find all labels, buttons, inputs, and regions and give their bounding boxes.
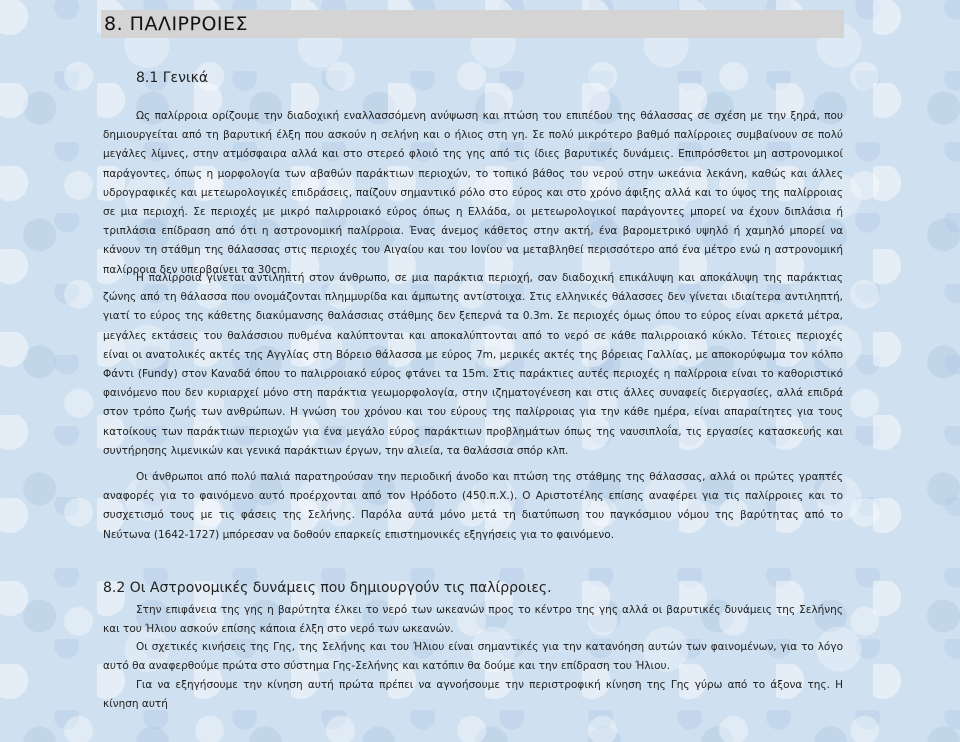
chapter-title: 8. ΠΑΛΙΡΡΟΙΕΣ — [104, 13, 249, 35]
chapter-header-bar — [101, 10, 844, 38]
paragraph-earth-moon-sun: Οι σχετικές κινήσεις της Γης, της Σελήνης και του Ήλιου είναι σημαντικές για την κατανόηση αυτών των φαινομένων, για το λόγο αυτό θα αναφερθούμε πρώτα στο σύστημα Γης-Σελήνης και κατόπιν θα δούμε και την επίδραση του Ήλιου. — [103, 641, 843, 673]
section-heading-general: 8.1 Γενικά — [136, 70, 209, 86]
paragraph-tide-perception: Η παλίρροια γίνεται αντιληπτή στον άνθρωπο, σε μια παράκτια περιοχή, σαν διαδοχική επικάλυψη και αποκάλυψη της παράκτιας ζώνης από τη θάλασσα που ονομάζονται πλημμυρίδα και άμπωτης αντίστοιχα. Στις ελληνικές θάλασσες δεν γίνεται ιδιαίτερα αντιληπτή, γιατί το εύρος της κάθετης διακύμανσης θαλάσσιας στάθμης δεν ξεπερνά τα 0.3m. Σε περιοχές όμως όπου το εύρος είναι αρκετά μέτρα, μεγάλες εκτάσεις του θαλάσσιου πυθμένα καλύπτονται και αποκαλύπτονται από το νερό σε κάθε παλιρροιακό κύκλο. Τέτοιες περιοχές είναι οι ανατολικές ακτές της Αγγλίας στη Βόρειο θάλασσα με εύρος 7m, μερικές ακτές της βόρειας Γαλλίας, με αποκορύφωμα τον κόλπο Φάντι (Fundy) στον Καναδά όπου το παλιρροιακό εύρος φτάνει τα 15m. Στις παράκτιες αυτές περιοχές η παλίρροια είναι το καθοριστικό φαινόμενο που δεν κυριαρχεί μόνο στη παράκτια γεωμορφολογία, στην ιζηματογένεση και στις άλλες συναφείς διεργασίες, αλλά επιδρά στον τρόπο ζωής των ανθρώπων. Η γνώση του χρόνου και του εύρους της παλίρροιας για την κάθε ημέρα, είναι απαραίτητες για τους κατοίκους των παράκτιων περιοχών για ένα μεγάλο εύρος παράκτιων προβλημάτων όπως της ναυσιπλοΐα, τις εργασίες κατασκευής και συντήρησης λιμενικών και γενικά παράκτιων έργων, την αλιεία, τα θαλάσσια σπόρ κλπ. — [103, 272, 843, 457]
paragraph-gravity: Στην επιφάνεια της γης η βαρύτητα έλκει το νερό των ωκεανών προς το κέντρο της γης αλλά οι βαρυτικές δυνάμεις της Σελήνης και του Ήλιου ασκούν επίσης κάποια έλξη στο νερό των ωκεανών. — [103, 604, 843, 636]
paragraph-tide-definition: Ως παλίρροια ορίζουμε την διαδοχική εναλλασσόμενη ανύψωση και πτώση του επιπέδου της θάλασσας σε σχέση με την ξηρά, που δημιουργείται από τη βαρυτική έλξη που ασκούν η σελήνη και ο ήλιος στη γη. Σε πολύ μικρότερο βαθμό παλίρροιες συμβαίνουν σε πολύ μεγάλες λίμνες, στην ατμόσφαιρα αλλά και στο στερεό φλοιό της γης από τις ίδιες βαρυτικές δυνάμεις. Επιπρόσθετοι μη αστρονομικοί παράγοντες, όπως η μορφολογία των αβαθών παράκτιων περιοχών, το τοπικό βάθος του νερού στην ωκεάνια λεκάνη, καθώς και άλλες υδρογραφικές και μετεωρολογικές επιδράσεις, παίζουν σημαντικό ρόλο στο εύρος και στο χρόνο άφιξης αλλά και το ύψος της παλίρροιας σε μια περιοχή. Σε περιοχές με μικρό παλιρροιακό εύρος όπως η Ελλάδα, οι μετεωρολογικοί παράγοντες μπορεί να έχουν διπλάσια ή τριπλάσια επίδραση από ότι η αστρονομική παλίρροια. Ένας άνεμος κάθετος στην ακτή, ένα βαρομετρικό υψηλό ή χαμηλό μπορεί να κάνουν τη στάθμη της θάλασσας στις περιοχές του Αιγαίου και του Ιονίου να μεταβληθεί περισσότερο από ένα μέτρο ενώ η αστρονομική παλίρροια δεν υπερβαίνει τα 30cm. — [103, 110, 843, 276]
paragraph-rotation: Για να εξηγήσουμε την κίνηση αυτή πρώτα πρέπει να αγνοήσουμε την περιστροφική κίνηση της Γης γύρω από το άξονα της. Η κίνηση αυτή — [103, 679, 843, 711]
paragraph-tide-history: Οι άνθρωποι από πολύ παλιά παρατηρούσαν την περιοδική άνοδο και πτώση της στάθμης της θάλασσας, αλλά οι πρώτες γραπτές αναφορές για το φαινόμενο αυτό προέρχονται από τον Ηρόδοτο (450.π.Χ.). Ο Αριστοτέλης επίσης αναφέρει για τις παλίρροιες και το συσχετισμό τους με τις φάσεις της Σελήνης. Παρόλα αυτά μόνο μετά τη διατύπωση του παγκόσμιου νόμου της βαρύτητας από το Νεύτωνα (1642-1727) μπόρεσαν να δοθούν επαρκείς επιστημονικές εξηγήσεις για το φαινόμενο. — [103, 471, 843, 541]
section-heading-astronomical-forces: 8.2 Οι Αστρονομικές δυνάμεις που δημιουργούν τις παλίρροιες. — [103, 580, 552, 596]
